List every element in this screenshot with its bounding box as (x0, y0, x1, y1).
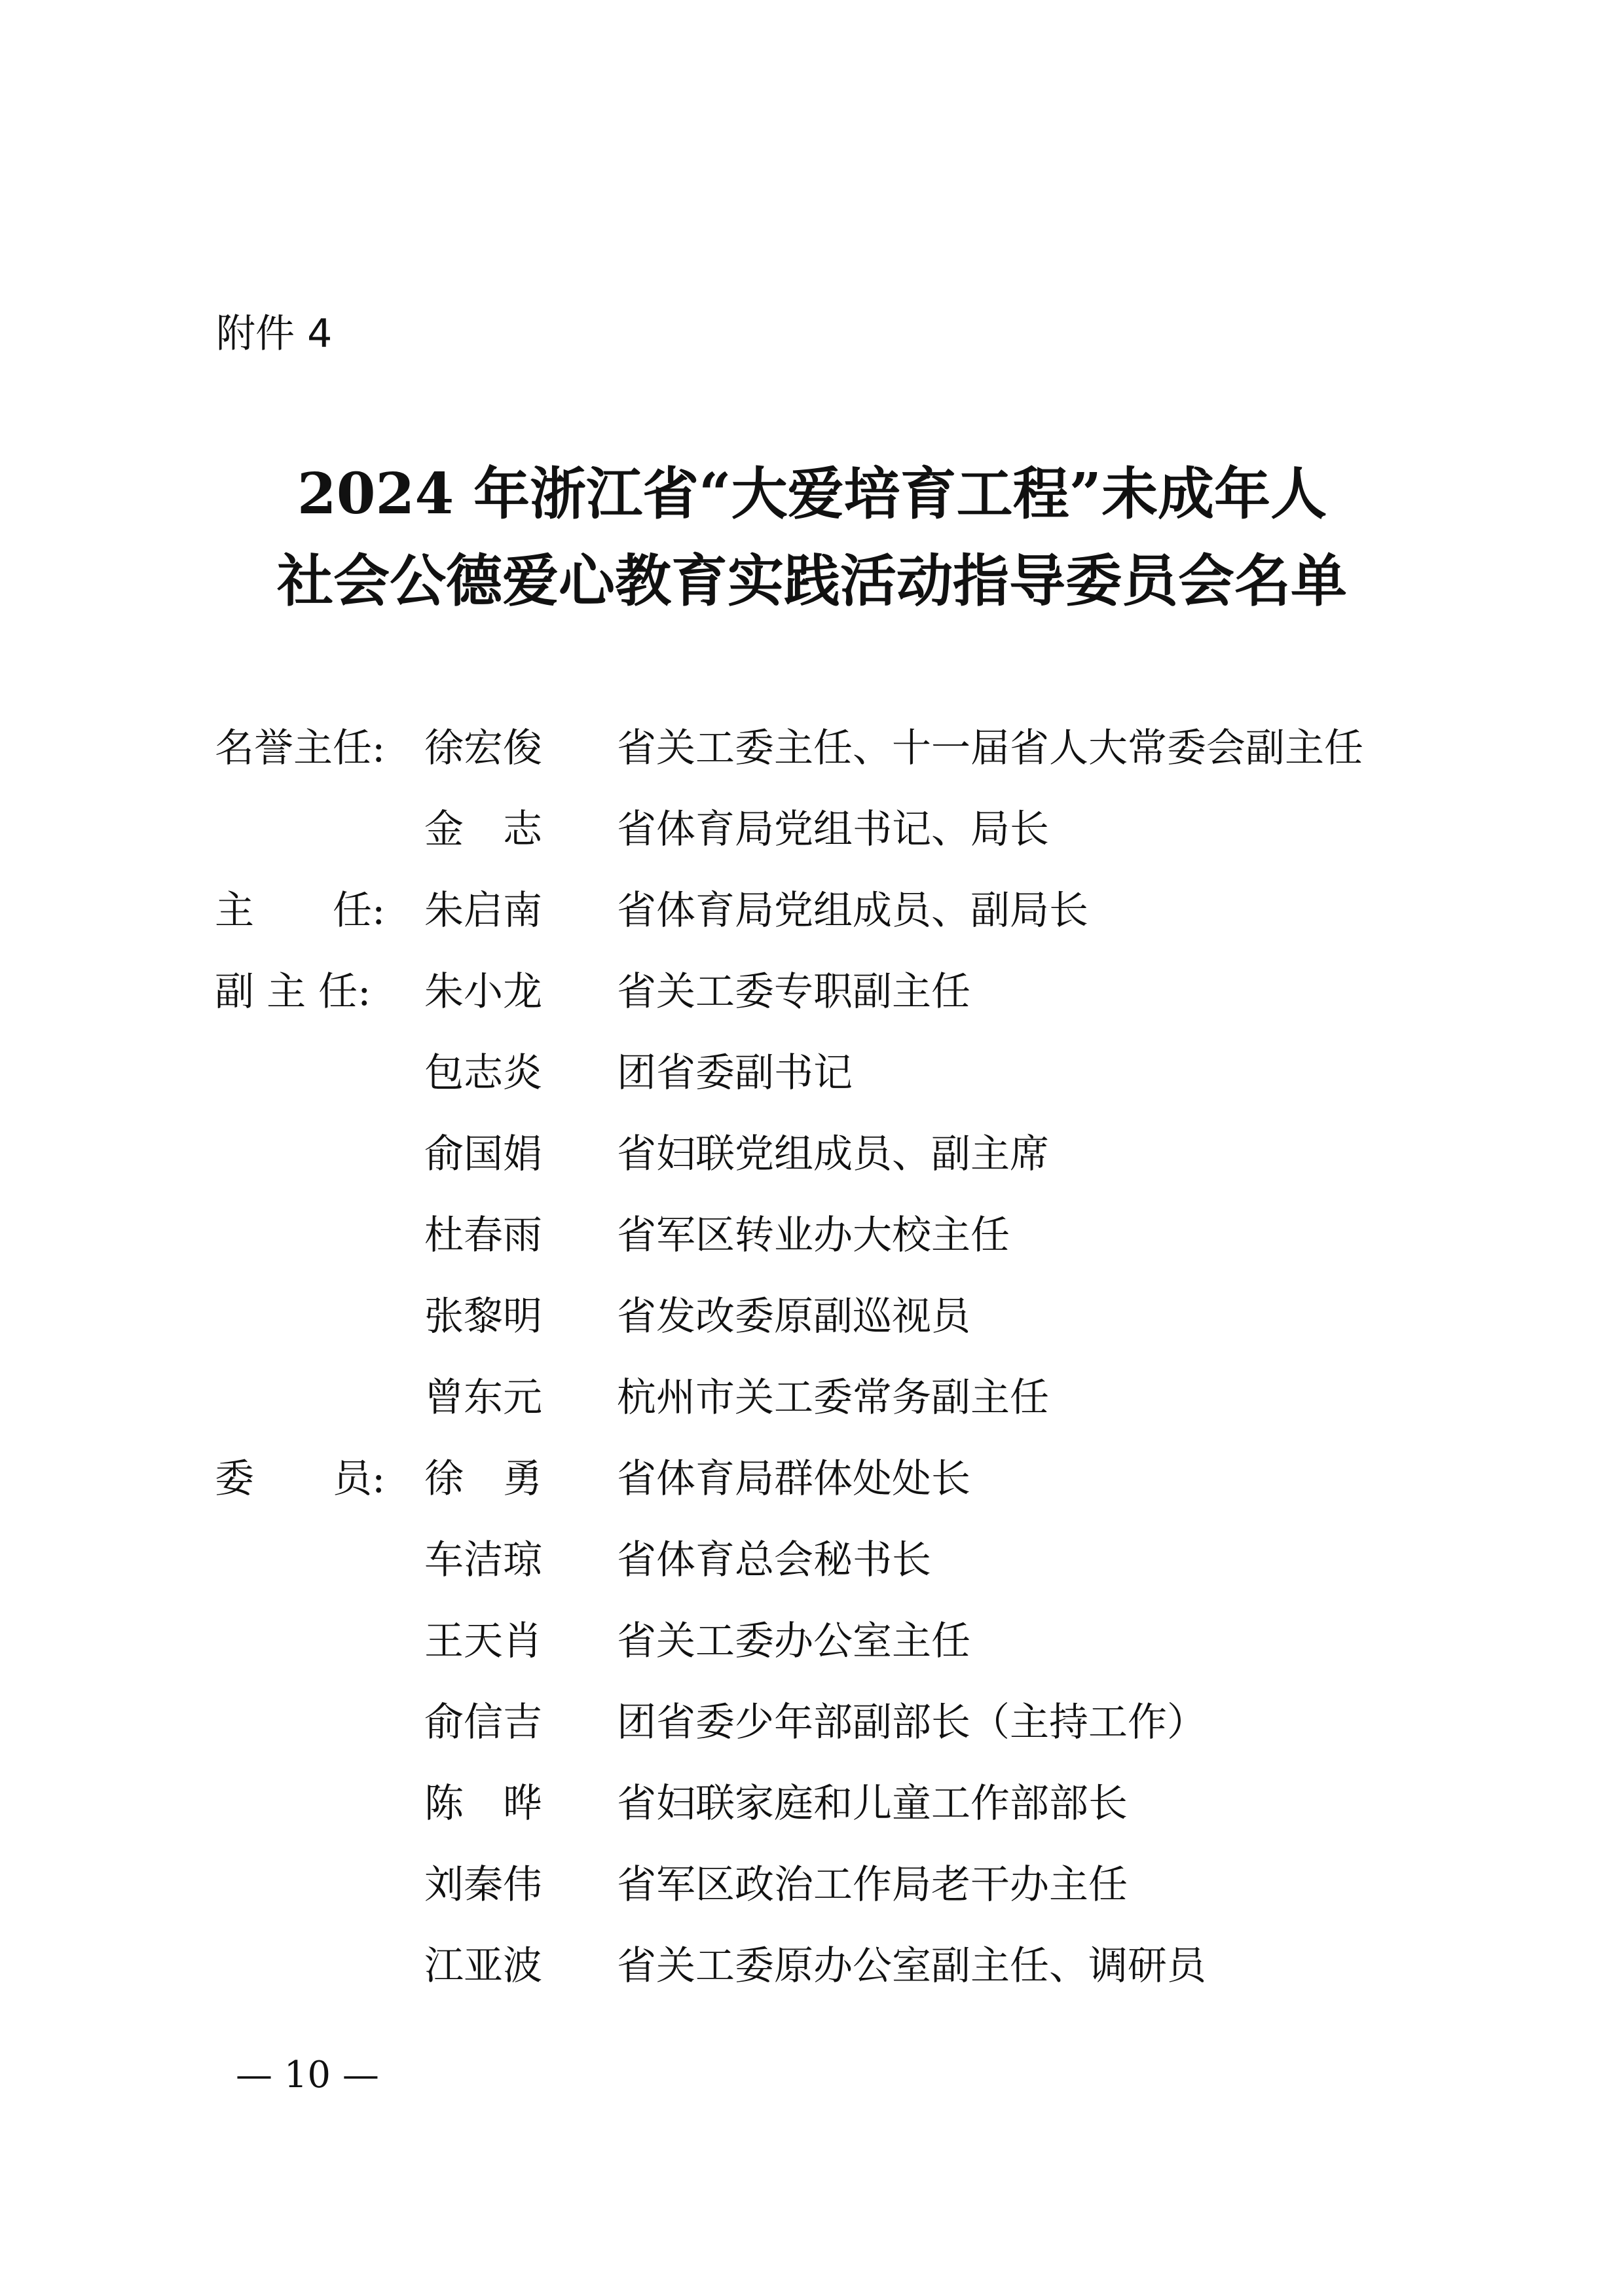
roster-role: 委 员: (215, 1456, 386, 1502)
roster-duty: 杭州市关工委常务副主任 (617, 1375, 1049, 1421)
roster-name: 俞信吉 (424, 1700, 542, 1745)
roster-duty: 省关工委办公室主任 (617, 1618, 970, 1664)
roster-row (0, 1125, 1624, 1184)
roster-row (0, 1531, 1624, 1590)
roster-name: 朱启南 (424, 888, 542, 934)
roster-row (0, 1044, 1624, 1102)
roster-row (0, 800, 1624, 859)
roster-duty: 省发改委原副巡视员 (617, 1294, 970, 1339)
attachment-label: 附件 4 (216, 311, 333, 357)
roster-duty: 省关工委原办公室副主任、调研员 (617, 1943, 1206, 1989)
roster-row (0, 1612, 1624, 1671)
roster-duty: 团省委少年部副部长（主持工作） (617, 1700, 1206, 1745)
roster-name: 张黎明 (424, 1294, 542, 1339)
roster-duty: 省军区转业办大校主任 (617, 1212, 1010, 1258)
roster-duty: 省体育总会秘书长 (617, 1537, 931, 1583)
roster-duty: 省体育局党组成员、副局长 (617, 888, 1088, 934)
roster-duty: 省妇联党组成员、副主席 (617, 1131, 1049, 1177)
roster-name: 王天肖 (424, 1618, 542, 1664)
roster-duty: 省体育局群体处处长 (617, 1456, 970, 1502)
document-title-line-1: 2024 年浙江省“大爱培育工程”未成年人 (297, 461, 1327, 527)
roster-row (0, 962, 1624, 1021)
roster-role: 主 任: (215, 888, 386, 934)
roster-duty: 省妇联家庭和儿童工作部部长 (617, 1781, 1128, 1827)
roster-role: 副 主 任: (215, 969, 371, 1015)
roster-name: 俞国娟 (424, 1131, 542, 1177)
document-title-line-2: 社会公德爱心教育实践活动指导委员会名单 (277, 548, 1347, 614)
roster-name: 包志炎 (424, 1050, 542, 1096)
roster-duty: 团省委副书记 (617, 1050, 853, 1096)
roster-name: 刘秦伟 (424, 1862, 542, 1908)
roster-name: 江亚波 (424, 1943, 542, 1989)
roster-name: 陈 晔 (424, 1781, 542, 1827)
roster-name: 金 志 (424, 807, 542, 852)
roster-name: 徐宏俊 (424, 725, 542, 771)
roster-duty: 省关工委主任、十一届省人大常委会副主任 (617, 725, 1363, 771)
roster-row (0, 881, 1624, 940)
roster-row (0, 1206, 1624, 1265)
roster-row (0, 1287, 1624, 1346)
roster-duty: 省关工委专职副主任 (617, 969, 970, 1015)
roster-duty: 省军区政治工作局老干办主任 (617, 1862, 1128, 1908)
roster-row (0, 1368, 1624, 1427)
page-number: — 10 — (236, 2054, 379, 2096)
roster-name: 朱小龙 (424, 969, 542, 1015)
roster-role: 名誉主任: (215, 725, 386, 771)
roster-row (0, 1693, 1624, 1752)
roster-duty: 省体育局党组书记、局长 (617, 807, 1049, 852)
roster-name: 车洁琼 (424, 1537, 542, 1583)
roster-name: 曾东元 (424, 1375, 542, 1421)
roster-row (0, 1937, 1624, 1995)
roster-row (0, 1449, 1624, 1508)
roster-row (0, 1855, 1624, 1914)
roster-name: 徐 勇 (424, 1456, 542, 1502)
roster-name: 杜春雨 (424, 1212, 542, 1258)
roster-row (0, 1774, 1624, 1833)
roster-row (0, 719, 1624, 778)
